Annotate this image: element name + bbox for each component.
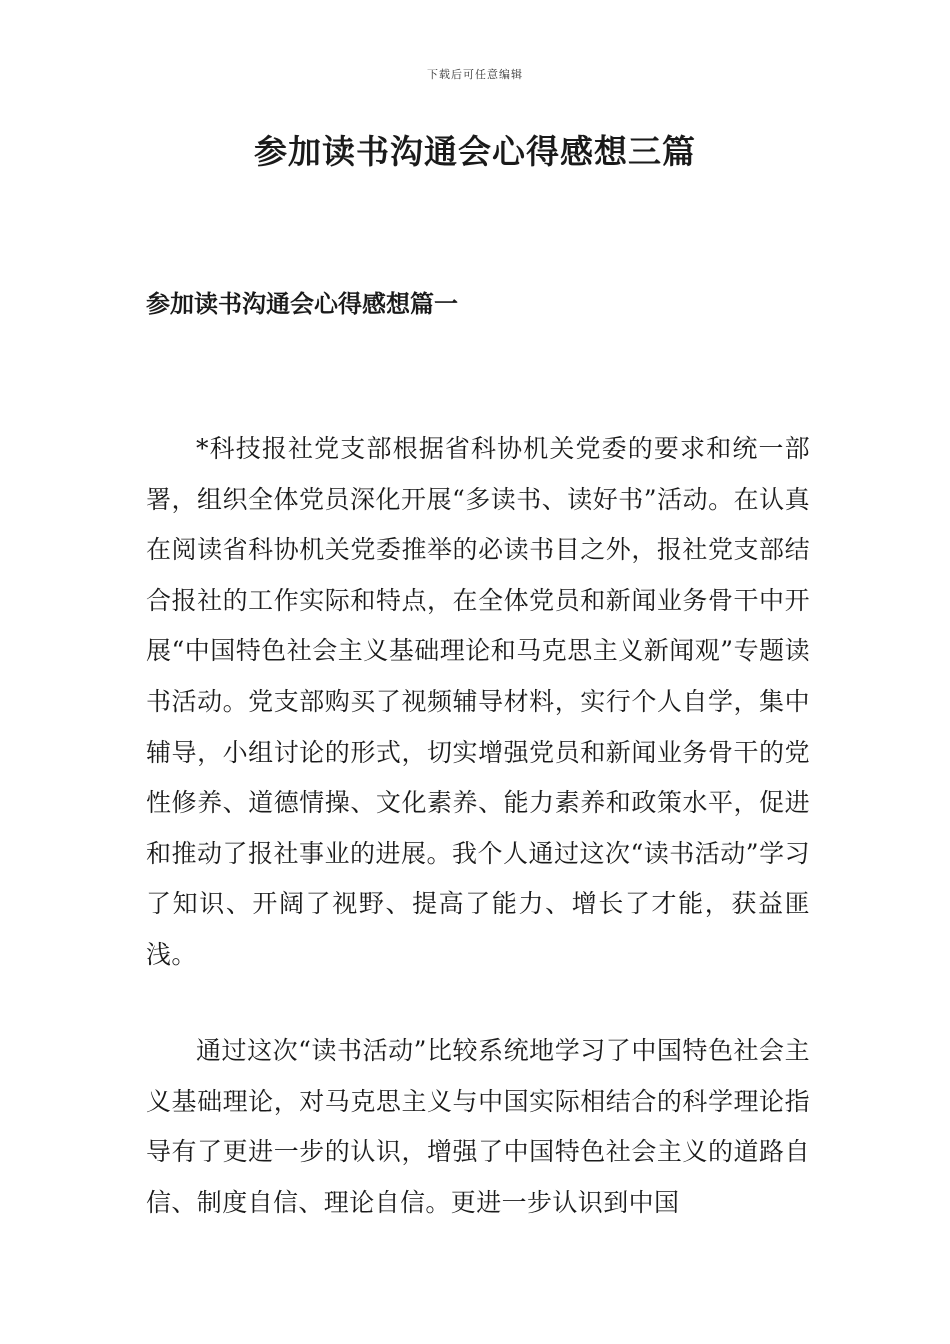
document-title: 参加读书沟通会心得感想三篇 xyxy=(254,132,696,171)
header-note: 下载后可任意编辑 xyxy=(427,68,523,81)
body-paragraph: 通过这次“读书活动”比较系统地学习了中国特色社会主义基础理论，对马克思主义与中国实际相结合的科学理论指导有了更进一步的认识，增强了中国特色社会主义的道路自信、制度自信、理论自信。更进一步认识到中国 xyxy=(146,1036,810,1217)
body-paragraph: *科技报社党支部根据省科协机关党委的要求和统一部署，组织全体党员深化开展“多读书、读好书”活动。在认真在阅读省科协机关党委推举的必读书目之外，报社党支部结合报社的工作实际和特点，在全体党员和新闻业务骨干中开展“中国特色社会主义基础理论和马克思主义新闻观”专题读书活动。党支部购买了视频辅导材料，实行个人自学，集中辅导，小组讨论的形式，切实增强党员和新闻业务骨干的党性修养、道德情操、文化素养、能力素养和政策水平，促进和推动了报社事业的进展。我个人通过这次“读书活动”学习了知识、开阔了视野、提高了能力、增长了才能，获益匪浅。 xyxy=(146,434,810,969)
section-title: 参加读书沟通会心得感想篇一 xyxy=(146,289,458,318)
